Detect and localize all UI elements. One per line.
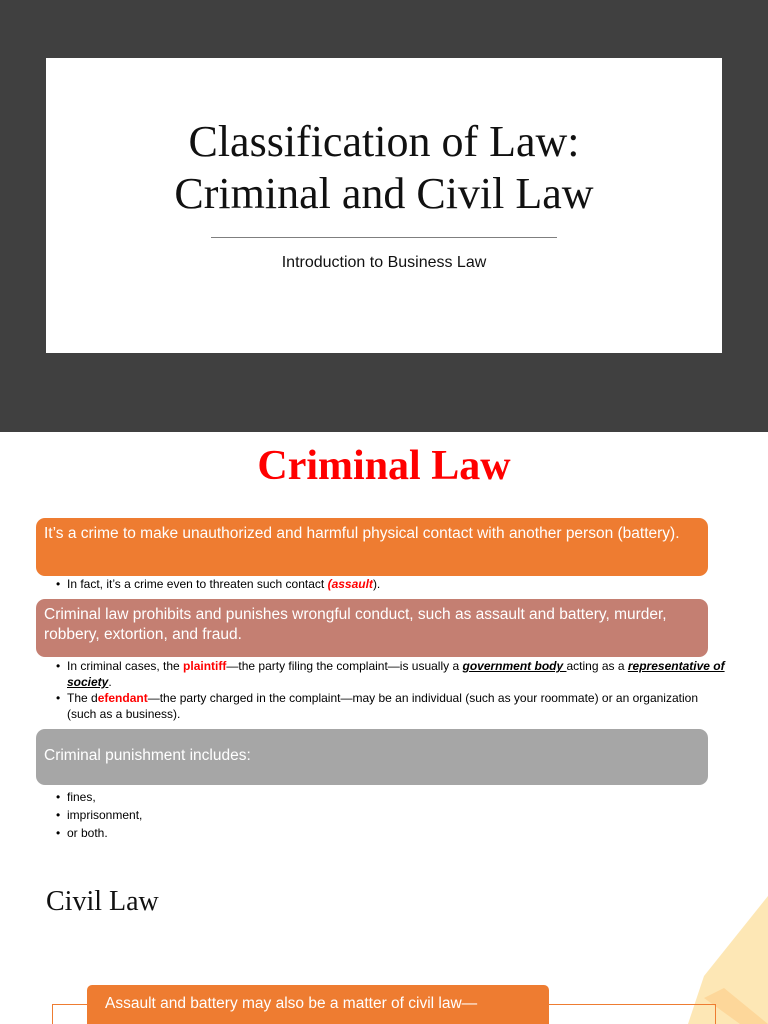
- representative-term: representative of society: [67, 659, 725, 689]
- battery-bullets: [56, 576, 726, 592]
- slide-title: Civil Law: [46, 886, 159, 917]
- defendant-term: efendant: [97, 691, 148, 705]
- list-item: [56, 690, 726, 722]
- civil-law-slide: [0, 864, 768, 1024]
- list-item: • or both.: [56, 824, 726, 842]
- punishment-box: Criminal punishment includes:: [36, 729, 708, 785]
- title-card: [46, 58, 722, 353]
- bullet-text: In criminal cases, the: [67, 659, 184, 673]
- list-item: [56, 658, 726, 690]
- presentation-title: [46, 116, 722, 220]
- title-slide: [0, 0, 768, 432]
- bullet-text: acting as a: [566, 659, 628, 673]
- slide-title: Criminal Law: [257, 443, 511, 489]
- list-item: [56, 576, 726, 592]
- bullet-text: —the party filing the complaint—is usually a: [226, 659, 463, 673]
- bullet-text: ).: [372, 577, 381, 591]
- civil-law-box: Assault and battery may also be a matter of civil law—: [87, 985, 549, 1024]
- criminal-law-box: Criminal law prohibits and punishes wrongful conduct, such as assault and battery, murder, robbery, extortion, and fraud.: [36, 599, 708, 657]
- bullet-text: .: [108, 675, 112, 689]
- criminal-law-slide: [0, 432, 768, 864]
- government-body-term: government body: [462, 659, 567, 673]
- title-line-2: Criminal and Civil Law: [174, 169, 594, 218]
- battery-box: It’s a crime to make unauthorized and harmful physical contact with another person (battery).: [36, 518, 708, 576]
- presentation-subtitle: Introduction to Business Law: [281, 254, 487, 271]
- bullet-text: The d: [67, 691, 98, 705]
- list-item: • imprisonment,: [56, 806, 726, 824]
- criminal-law-bullets: [56, 658, 726, 722]
- plaintiff-term: plaintiff: [183, 659, 227, 673]
- list-item: • fines,: [56, 788, 726, 806]
- bullet-text: In fact, it’s a crime even to threaten such contact: [67, 577, 328, 591]
- punishment-list: [56, 788, 726, 842]
- title-line-1: Classification of Law:: [188, 117, 580, 166]
- assault-term: (assault: [327, 577, 373, 591]
- bullet-text: —the party charged in the complaint—may be an individual (such as your roommate) or an organization (such as a business).: [67, 691, 698, 721]
- title-divider: [211, 237, 557, 238]
